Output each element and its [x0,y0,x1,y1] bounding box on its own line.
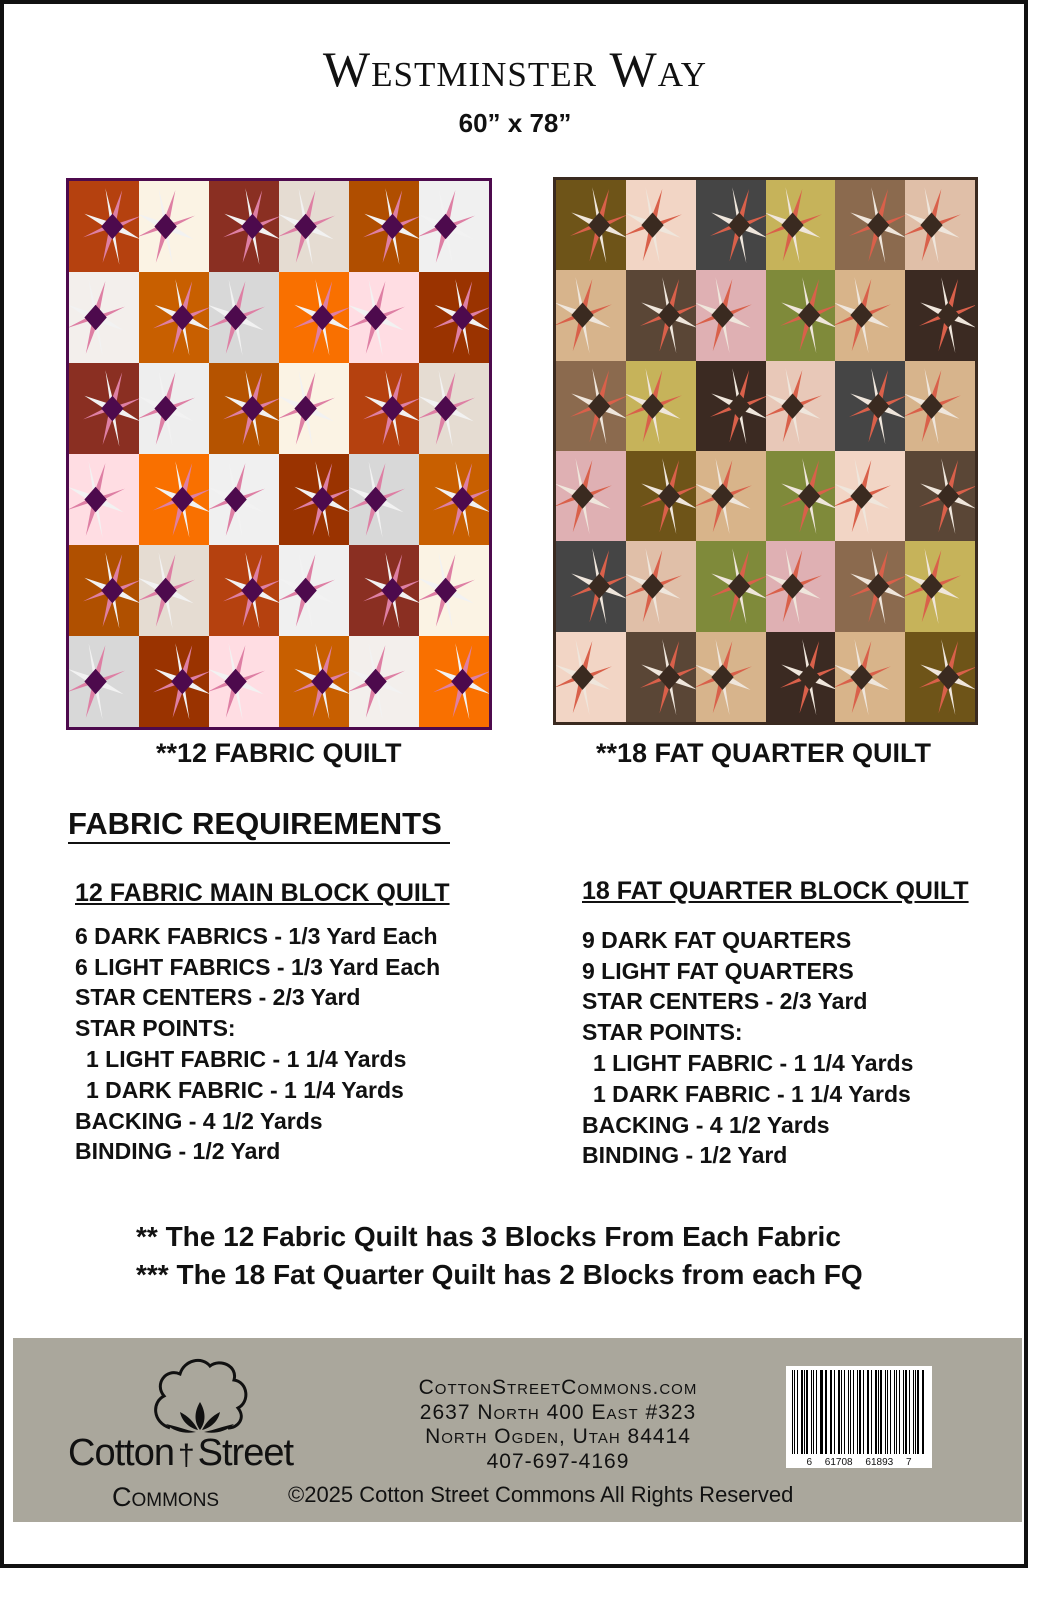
quilt-block [209,454,279,545]
barcode-bar [820,1370,821,1454]
address-line-1: 2637 North 400 East #323 [419,1400,697,1424]
barcode-bar [844,1370,845,1454]
star-icon [139,363,209,454]
barcode-bar [792,1370,793,1454]
quilt-block [835,451,905,541]
star-icon [419,363,489,454]
quilt-block [279,181,349,272]
quilt-block [835,361,905,451]
note-12-fabric: ** The 12 Fabric Quilt has 3 Blocks From Each Fabric [136,1221,841,1252]
barcode-bar [806,1370,807,1454]
barcode-bar [838,1370,840,1454]
quilt-block [209,363,279,454]
list-item: 9 DARK FAT QUARTERS [582,926,852,953]
address-line-2: North Ogden, Utah 84414 [425,1425,691,1448]
star-icon [139,545,209,636]
quilt-image-18-fat-quarter [553,177,978,725]
star-icon [835,451,905,541]
star-icon [766,541,836,631]
quilt-block [69,181,139,272]
star-icon [905,451,975,541]
quilt-block [139,272,209,363]
barcode-bar [878,1370,879,1454]
logo-stem-icon: † [177,1439,194,1472]
star-icon [626,270,696,360]
quilt-block [419,545,489,636]
page-title: Westminster Way [322,41,708,97]
star-icon [279,454,349,545]
contact-info [363,1376,753,1474]
list-item: BINDING - 1/2 Yard [582,1142,788,1169]
star-icon [766,270,836,360]
quilt-block [696,361,766,451]
list-item: 1 LIGHT FABRIC - 1 1/4 Yards [593,1049,914,1076]
quilt-size: 60” x 78” [458,108,572,138]
quilt-block [696,270,766,360]
barcode-bar [894,1370,895,1454]
barcode-bar [905,1370,907,1454]
quilt-block [139,545,209,636]
quilt-block [905,632,975,722]
star-icon [556,451,626,541]
logo-commons: Commons [112,1482,220,1512]
star-icon [419,636,489,727]
barcode-bar [825,1370,826,1454]
star-icon [419,545,489,636]
quilt-block [696,180,766,270]
star-icon [279,363,349,454]
quilt-block [556,270,626,360]
quilt-block [905,270,975,360]
barcode-bar [804,1370,805,1454]
barcode-bar [887,1370,888,1454]
quilt-block [279,454,349,545]
quilt-block [279,363,349,454]
quilt-block [69,545,139,636]
star-icon [209,363,279,454]
quilt-block [69,636,139,727]
list-item: BACKING - 4 1/2 Yards [75,1107,323,1134]
star-icon [696,451,766,541]
barcode-bar [915,1370,916,1454]
quilt-block [69,272,139,363]
star-icon [419,272,489,363]
star-icon [209,636,279,727]
star-icon [139,181,209,272]
list-item: BINDING - 1/2 Yard [75,1138,281,1165]
star-icon [626,180,696,270]
requirements-right [582,876,969,1171]
barcode-bar [834,1370,835,1454]
barcode-bar [801,1370,803,1454]
star-icon [626,632,696,722]
star-icon [905,180,975,270]
quilt-block [766,361,836,451]
quilt-block [419,181,489,272]
barcode-bar [880,1370,882,1454]
right-list-title: 18 FAT QUARTER BLOCK QUILT [582,877,969,905]
logo-word-street: Street [197,1432,294,1474]
quilt-block [696,541,766,631]
barcode-bar [848,1370,849,1454]
barcode-bar [811,1370,812,1454]
website-link[interactable]: CottonStreetCommons.com [418,1376,698,1399]
left-list-title: 12 FABRIC MAIN BLOCK QUILT [75,879,450,907]
barcode-bar [868,1370,869,1454]
notes [136,1218,863,1294]
star-icon [766,180,836,270]
quilt-block [139,636,209,727]
quilt-block [139,363,209,454]
quilt-block [835,180,905,270]
barcode-bar [816,1370,817,1454]
quilt-block [209,636,279,727]
barcode-bar [857,1370,858,1454]
quilt-block [905,451,975,541]
quilt-block [279,272,349,363]
star-icon [69,272,139,363]
quilt-block [349,545,419,636]
star-icon [905,361,975,451]
star-icon [349,454,419,545]
star-icon [835,541,905,631]
list-item: STAR POINTS: [75,1015,236,1042]
quilt-block [209,181,279,272]
quilt-block [419,454,489,545]
quilt-block [209,545,279,636]
barcode-bar [794,1370,795,1454]
star-icon [69,545,139,636]
star-icon [905,632,975,722]
barcode-bar [841,1370,842,1454]
star-icon [419,181,489,272]
star-icon [209,181,279,272]
phone-number: 407-697-4169 [486,1449,630,1473]
star-icon [349,545,419,636]
caption-18-fat-quarter: **18 FAT QUARTER QUILT [596,738,932,768]
quilt-block [696,451,766,541]
quilt-block [349,636,419,727]
star-icon [835,180,905,270]
barcode-bar [885,1370,886,1454]
star-icon [349,272,419,363]
quilt-block [419,636,489,727]
quilt-block [835,270,905,360]
quilt-block [626,451,696,541]
star-icon [626,541,696,631]
star-icon [766,632,836,722]
star-icon [209,454,279,545]
quilt-block [835,541,905,631]
logo-wordmark [68,1432,293,1475]
star-icon [69,363,139,454]
quilt-block [556,361,626,451]
quilt-block [419,363,489,454]
quilt-block [905,361,975,451]
star-icon [349,181,419,272]
list-item: 6 LIGHT FABRICS - 1/3 Yard Each [75,953,441,980]
star-icon [279,181,349,272]
star-icon [279,545,349,636]
list-item: 1 DARK FABRIC - 1 1/4 Yards [593,1080,911,1107]
quilt-block [69,454,139,545]
quilt-block [696,632,766,722]
quilt-block [349,181,419,272]
star-icon [556,180,626,270]
barcode-digits: 6 61708 61893 7 [806,1457,912,1468]
barcode-bars [792,1370,926,1454]
barcode-bar [859,1370,861,1454]
quilt-block [626,632,696,722]
barcode-bar [821,1370,823,1454]
quilt-image-12-fabric [66,178,492,730]
barcode-bar [813,1370,814,1454]
barcode-bar [890,1370,891,1454]
quilt-block [69,363,139,454]
barcode-bar [867,1370,868,1454]
star-icon [766,451,836,541]
star-icon [835,361,905,451]
star-icon [279,272,349,363]
quilt-block [139,181,209,272]
star-icon [139,636,209,727]
barcode-bar [899,1370,900,1454]
star-icon [556,270,626,360]
quilt-block [556,541,626,631]
quilt-block [349,363,419,454]
quilt-block [349,272,419,363]
copyright: ©2025 Cotton Street Commons All Rights Reserved [288,1482,794,1507]
star-icon [69,454,139,545]
quilt-block [766,180,836,270]
list-item: 1 LIGHT FABRIC - 1 1/4 Yards [86,1045,407,1072]
star-icon [209,545,279,636]
quilt-block [556,180,626,270]
star-icon [279,636,349,727]
cotton-boll-icon [140,1356,260,1436]
quilt-block [279,545,349,636]
star-icon [419,454,489,545]
barcode-bar [903,1370,904,1454]
quilt-block [626,270,696,360]
star-icon [696,361,766,451]
star-icon [139,272,209,363]
star-icon [766,361,836,451]
barcode-bar [797,1370,798,1454]
star-icon [626,361,696,451]
fabric-requirements-heading: FABRIC REQUIREMENTS [68,806,450,844]
star-icon [696,180,766,270]
star-icon [349,636,419,727]
note-18-fat-quarter: *** The 18 Fat Quarter Quilt has 2 Blocks from each FQ [136,1259,863,1290]
logo-word-cotton: Cotton [68,1432,174,1474]
quilt-block [766,541,836,631]
barcode-bar [853,1370,854,1454]
star-icon [626,451,696,541]
quilt-block [905,180,975,270]
list-item: 6 DARK FABRICS - 1/3 Yard Each [75,922,438,949]
quilt-block [626,541,696,631]
barcode-bar [830,1370,831,1454]
star-icon [696,270,766,360]
star-icon [696,632,766,722]
barcode-bar [913,1370,914,1454]
barcode-bar [875,1370,876,1454]
star-icon [556,632,626,722]
quilt-block [349,454,419,545]
quilt-block [766,451,836,541]
quilt-block [209,272,279,363]
quilt-block [835,632,905,722]
quilt-block [766,270,836,360]
quilt-block [626,361,696,451]
star-icon [696,541,766,631]
barcode-bar [923,1370,924,1454]
star-icon [835,632,905,722]
quilt-block [556,632,626,722]
quilt-block [279,636,349,727]
barcode-bar [909,1370,910,1454]
star-icon [905,541,975,631]
list-item: STAR CENTERS - 2/3 Yard [582,988,868,1015]
list-item: 1 DARK FABRIC - 1 1/4 Yards [86,1076,404,1103]
list-item: STAR POINTS: [582,1019,743,1046]
star-icon [556,361,626,451]
quilt-block [626,180,696,270]
star-icon [139,454,209,545]
star-icon [835,270,905,360]
star-icon [209,272,279,363]
barcode-bar [850,1370,851,1454]
quilt-block [556,451,626,541]
quilt-block [905,541,975,631]
quilt-block [766,632,836,722]
star-icon [349,363,419,454]
requirements-left [75,878,450,1167]
quilt-block [419,272,489,363]
star-icon [69,181,139,272]
barcode-bar [871,1370,872,1454]
footer-band [13,1338,1022,1522]
list-item: STAR CENTERS - 2/3 Yard [75,984,361,1011]
barcode [786,1366,932,1468]
caption-12-fabric: **12 FABRIC QUILT [156,738,402,768]
barcode-bar [917,1370,918,1454]
star-icon [69,636,139,727]
list-item: BACKING - 4 1/2 Yards [582,1111,830,1138]
barcode-bar [922,1370,923,1454]
star-icon [905,270,975,360]
barcode-bar [831,1370,832,1454]
list-item: 9 LIGHT FAT QUARTERS [582,957,854,984]
barcode-bar [863,1370,864,1454]
quilt-block [139,454,209,545]
barcode-bar [896,1370,897,1454]
star-icon [556,541,626,631]
